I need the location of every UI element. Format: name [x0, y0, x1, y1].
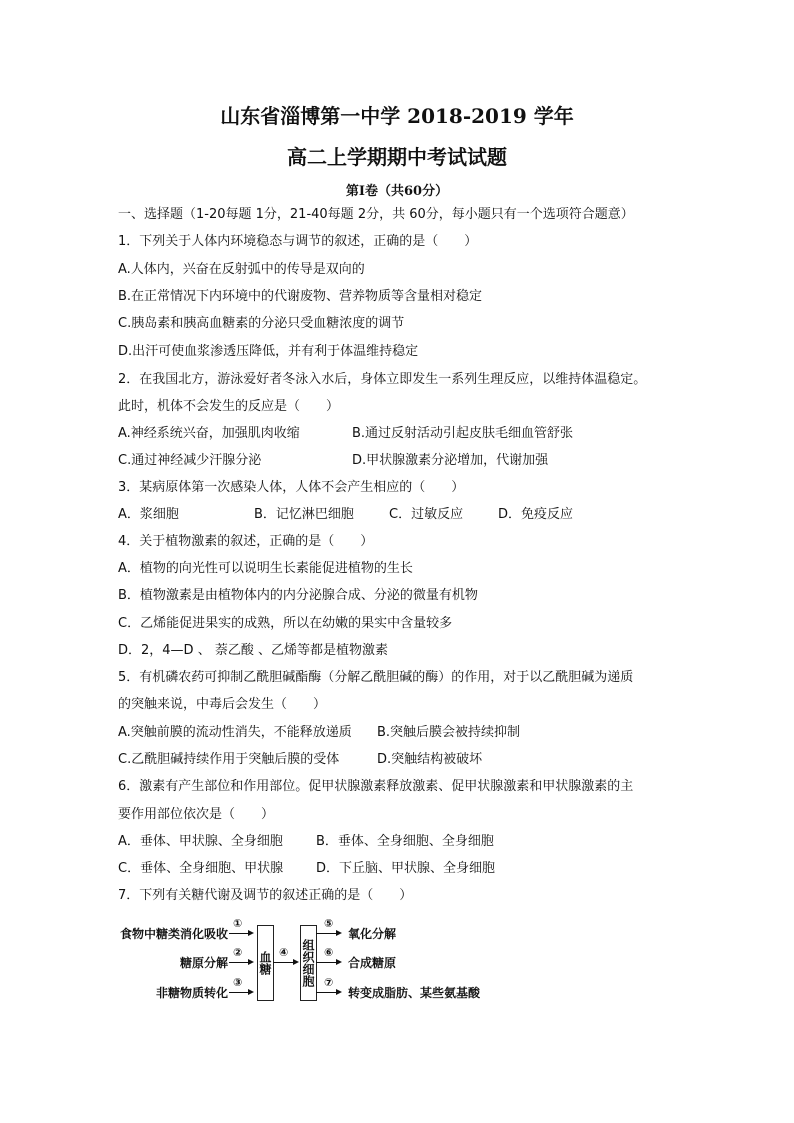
diagram-source-digestion: 食物中糖类消化吸收 [119, 927, 228, 941]
step-1-label: ① [233, 917, 243, 930]
step-3-label: ③ [233, 976, 243, 989]
step-2-label: ② [233, 946, 243, 959]
question-6-option-c: C．垂体、全身细胞、甲状腺 [118, 861, 284, 876]
question-3-option-c: C．过敏反应 [389, 507, 464, 522]
arrow-icon [229, 933, 252, 934]
question-6-option-d: D．下丘脑、甲状腺、全身细胞 [316, 861, 496, 876]
question-4-option-a: A．植物的向光性可以说明生长素能促进植物的生长 [118, 561, 413, 576]
arrow-icon [229, 992, 252, 993]
question-7-stem: 7．下列有关糖代谢及调节的叙述正确的是（ ） [118, 888, 413, 903]
question-4-option-b: B．植物激素是由植物体内的内分泌腺合成、分泌的微量有机物 [118, 588, 478, 603]
question-5-stem: 5．有机磷农药可抑制乙酰胆碱酯酶（分解乙酰胆碱的酶）的作用，对于以乙酰胆碱为递质 [118, 670, 634, 685]
question-1-option-a: A.人体内，兴奋在反射弧中的传导是双向的 [118, 262, 365, 277]
step-4-label: ④ [279, 946, 289, 959]
diagram-source-glycogenolysis: 糖原分解 [179, 956, 228, 970]
question-2-option-d: D.甲状腺激素分泌增加，代谢加强 [352, 453, 549, 468]
question-2-stem-cont: 此时，机体不会发生的反应是（ ） [118, 399, 340, 414]
question-5-option-d: D.突触结构被破坏 [377, 752, 483, 767]
question-5-stem-cont: 的突触来说，中毒后会发生（ ） [118, 697, 327, 712]
question-4-option-c: C．乙烯能促进果实的成熟，所以在幼嫩的果实中含量较多 [118, 616, 453, 631]
question-6-stem: 6．激素有产生部位和作用部位。促甲状腺激素释放激素、促甲状腺激素和甲状腺激素的主 [118, 779, 634, 794]
tissue-cell-box: 组织细胞 [300, 925, 317, 1001]
blood-glucose-box: 血糖 [257, 925, 274, 1001]
question-2-stem: 2．在我国北方，游泳爱好者冬泳入水后，身体立即发生一系列生理反应，以维持体温稳定。 [118, 372, 647, 387]
question-6-option-a: A．垂体、甲状腺、全身细胞 [118, 834, 283, 849]
diagram-output-conversion: 转变成脂肪、某些氨基酸 [348, 986, 481, 1000]
exam-subtitle: 高二上学期期中考试试题 [287, 145, 507, 169]
question-1-option-b: B.在正常情况下内环境中的代谢废物、营养物质等含量相对稳定 [118, 289, 483, 304]
question-3-option-d: D．免疫反应 [498, 507, 574, 522]
question-1-stem: 1．下列关于人体内环境稳态与调节的叙述，正确的是（ ） [118, 234, 478, 249]
question-6-stem-cont: 要作用部位依次是（ ） [118, 807, 275, 822]
question-2-option-a: A.神经系统兴奋，加强肌肉收缩 [118, 426, 300, 441]
question-4-option-d: D．2，4—D 、 萘乙酸 、乙烯等都是植物激素 [118, 643, 388, 658]
question-2-option-c: C.通过神经减少汗腺分泌 [118, 453, 262, 468]
question-5-option-c: C.乙酰胆碱持续作用于突触后膜的受体 [118, 752, 340, 767]
question-3-option-a: A．浆细胞 [118, 507, 179, 522]
diagram-source-gluconeogenesis: 非糖物质转化 [155, 986, 228, 1000]
question-5-option-b: B.突触后膜会被持续抑制 [377, 725, 521, 740]
arrow-icon [229, 962, 252, 963]
question-5-option-a: A.突触前膜的流动性消失，不能释放递质 [118, 725, 352, 740]
question-6-option-b: B．垂体、全身细胞、全身细胞 [316, 834, 494, 849]
exam-title: 山东省淄博第一中学 2018-2019 学年 [220, 104, 574, 128]
question-4-stem: 4．关于植物激素的叙述，正确的是（ ） [118, 534, 374, 549]
arrow-icon [316, 962, 340, 963]
diagram-output-glycogen: 合成糖原 [348, 956, 397, 970]
arrow-icon [316, 933, 340, 934]
step-5-label: ⑤ [324, 917, 334, 930]
arrow-icon [273, 962, 297, 963]
diagram-output-oxidation: 氧化分解 [348, 927, 397, 941]
section-heading: 第I卷（共60分） [345, 184, 449, 199]
question-3-option-b: B．记忆淋巴细胞 [254, 507, 354, 522]
section-instructions: 一、选择题（1-20每题 1分，21-40每题 2分，共 60分，每小题只有一个选项符合题意） [118, 207, 634, 222]
step-6-label: ⑥ [324, 946, 334, 959]
question-3-stem: 3．某病原体第一次感染人体，人体不会产生相应的（ ） [118, 480, 465, 495]
arrow-icon [316, 992, 340, 993]
step-7-label: ⑦ [324, 976, 334, 989]
question-1-option-c: C.胰岛素和胰高血糖素的分泌只受血糖浓度的调节 [118, 316, 405, 331]
question-2-option-b: B.通过反射活动引起皮肤毛细血管舒张 [352, 426, 574, 441]
question-1-option-d: D.出汗可使血浆渗透压降低，并有利于体温维持稳定 [118, 344, 419, 359]
